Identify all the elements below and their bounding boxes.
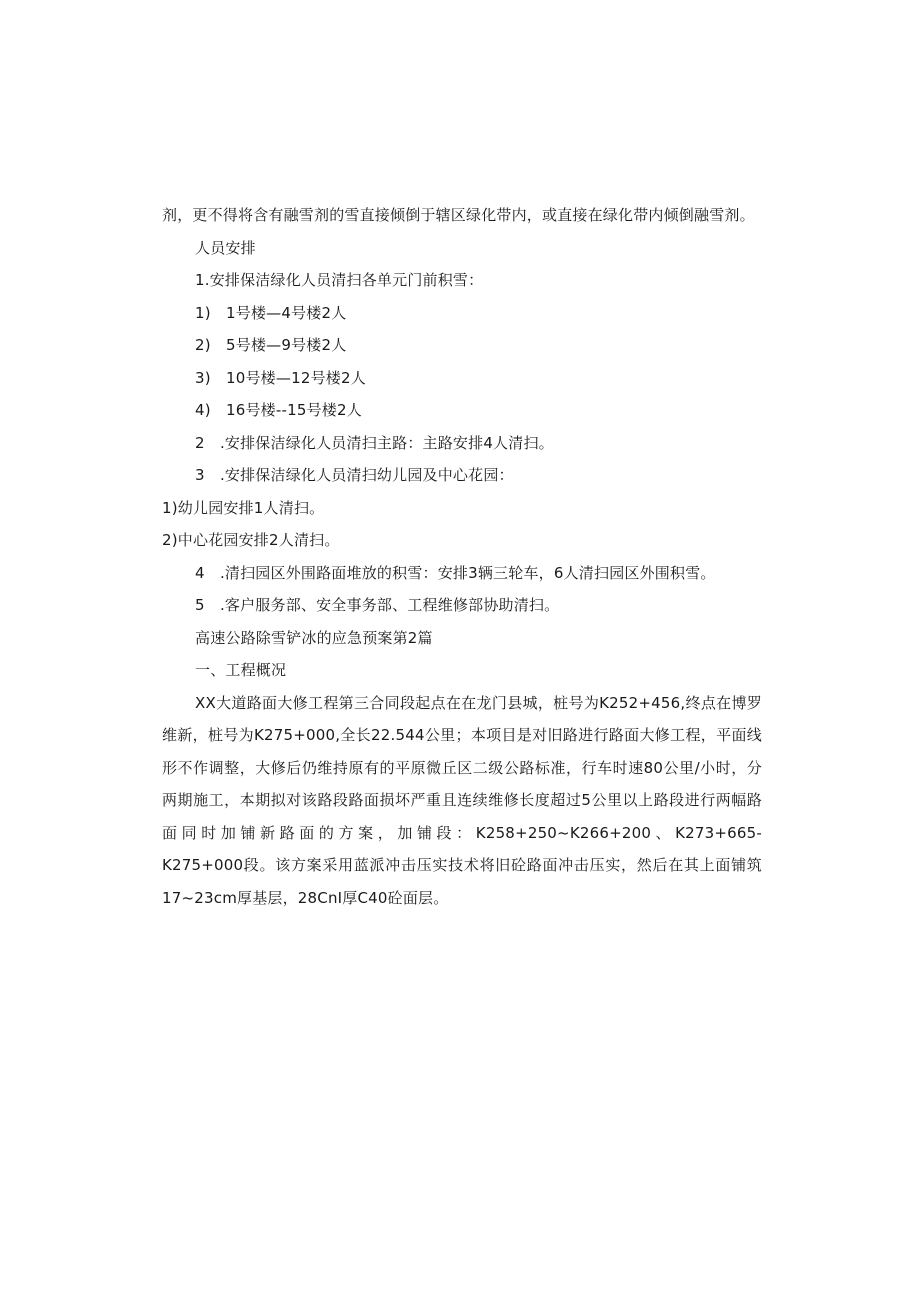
sub-item-number: 4) xyxy=(195,401,211,419)
point-1: 1.安排保洁绿化人员清扫各单元门前积雪： xyxy=(195,271,484,289)
article-title: 高速公路除雪铲冰的应急预案第2篇 xyxy=(195,628,433,647)
point-3-sub-1: 1)幼儿园安排1人清扫。 xyxy=(162,498,325,517)
document-body xyxy=(162,199,762,914)
point-3-sub-2: 2)中心花园安排2人清扫。 xyxy=(162,531,340,549)
sub-item-text: 10号楼—12号楼2人 xyxy=(226,368,366,387)
section-heading-staff: 人员安排 xyxy=(195,238,256,257)
sub-item xyxy=(162,362,762,395)
sub-item xyxy=(162,329,762,362)
sub-item-number: 1) xyxy=(195,303,211,322)
sub-item-number: 3) xyxy=(195,368,211,387)
point-4: 4 .清扫园区外围路面堆放的积雪：安排3辆三轮车，6人清扫园区外围积雪。 xyxy=(195,563,716,582)
sub-item-text: 16号楼--15号楼2人 xyxy=(226,401,362,419)
sub-item-text: 5号楼—9号楼2人 xyxy=(226,336,347,354)
point-2: 2 .安排保洁绿化人员清扫主路：主路安排4人清扫。 xyxy=(195,433,554,452)
point-5: 5 .客户服务部、安全事务部、工程维修部协助清扫。 xyxy=(195,596,560,614)
point-3: 3 .安排保洁绿化人员清扫幼儿园及中心花园： xyxy=(195,466,514,484)
sub-item-number: 2) xyxy=(195,336,211,354)
continuation-paragraph: 剂，更不得将含有融雪剂的雪直接倾倒于辖区绿化带内，或直接在绿化带内倾倒融雪剂。 xyxy=(162,206,755,224)
overview-paragraph: XX大道路面大修工程第三合同段起点在在龙门县城，桩号为K252+456,终点在博罗维新，桩号为K275+000,全长22.544公里；本项目是对旧路进行路面大修工程，平面线形不作调整，大修后仍维持原有的平原微丘区二级公路标准，行车时速80公里/小时，分两期施工，本期拟对该路段路面损坏严重且连续维修长度超过5公里以上路段进行两幅路面同时加铺新路面的方案，加铺段：K258+250~K266+200、K273+665-K275+000段。该方案采用蓝派冲击压实技术将旧砼路面冲击压实，然后在其上面铺筑17~23cm厚基层，28CnI厚C40砼面层。 xyxy=(162,693,762,907)
sub-item-text: 1号楼—4号楼2人 xyxy=(226,303,347,322)
sub-item xyxy=(162,297,762,330)
sub-item xyxy=(162,394,762,427)
section-heading-overview: 一、工程概况 xyxy=(195,661,287,679)
